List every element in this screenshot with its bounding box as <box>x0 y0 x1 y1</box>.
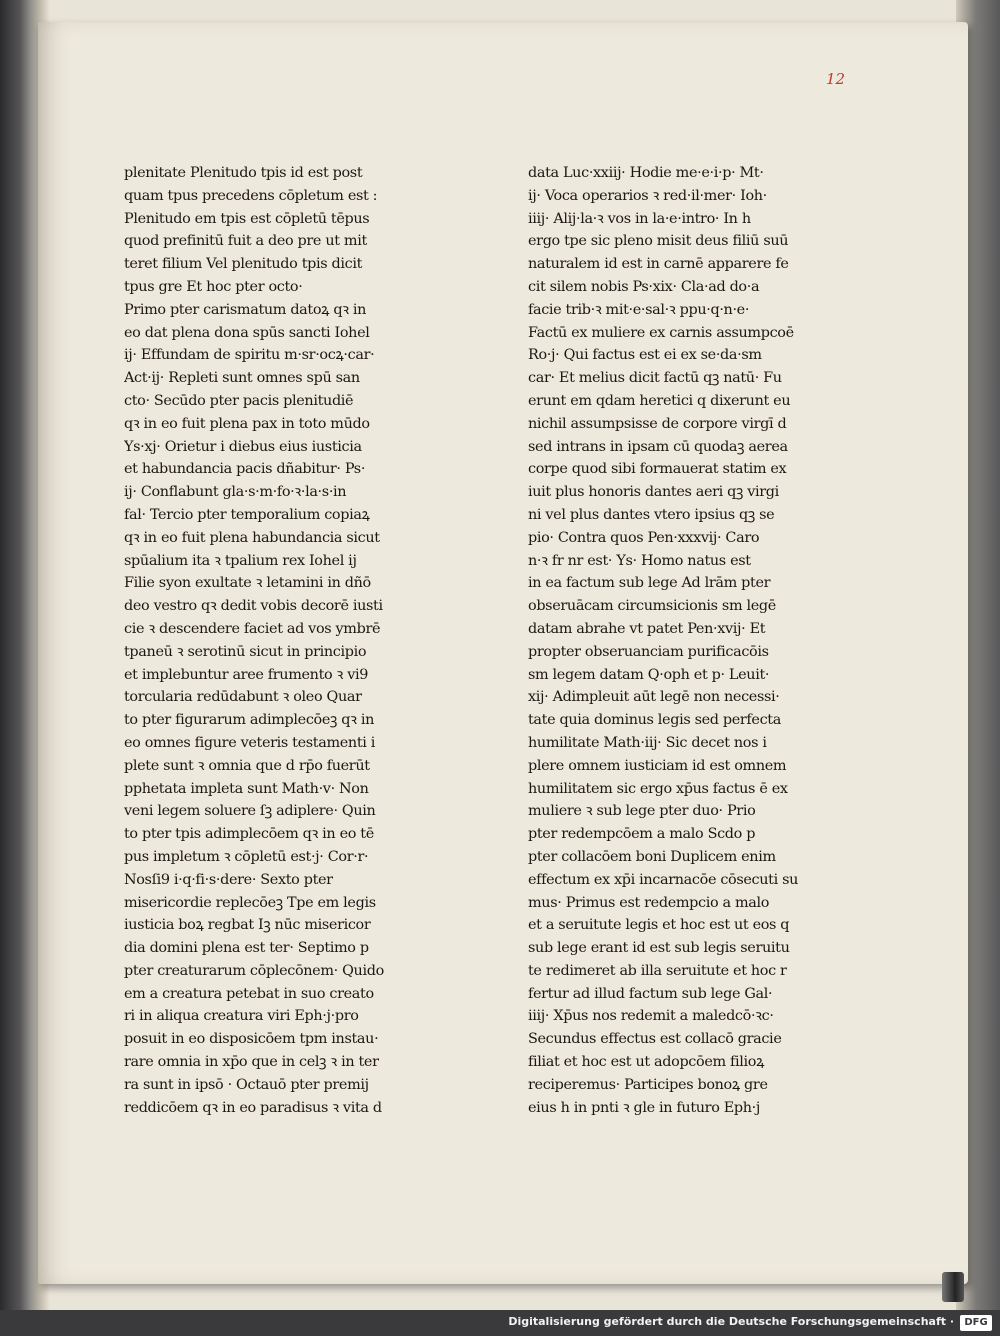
book-clip <box>942 1272 964 1302</box>
text-line: teret filium Vel plenitudo tpis dicit <box>124 256 363 273</box>
text-line: et a seruitute legis et hoc est ut eos q <box>528 917 790 934</box>
text-line: cto· Secūdo pter pacis plenitudiē <box>124 392 354 409</box>
text-line: iiij· Alij·la·ꝛ vos in la·e·intro· In h <box>528 210 751 227</box>
text-line: pter creaturarum cōplecōnem· Quido <box>124 962 384 979</box>
text-line: veni legem soluere ſꝫ adiplere· Quin <box>124 803 376 820</box>
text-line: ergo tpe sic pleno misit deus filiū suū <box>528 233 789 250</box>
text-line: sed intrans in ipsam cū quodaꝫ aerea <box>528 438 788 455</box>
text-line: nichil assumpsisse de corpore virgī d <box>528 415 787 432</box>
text-line: sub lege erant id est sub legis seruitu <box>528 940 790 957</box>
text-line: pter collacōem boni Duplicem enim <box>528 848 776 865</box>
text-line: et habundancia pacis dñabitur· Ps· <box>124 461 366 478</box>
text-line: posuit in eo disposicōem tpm instau· <box>124 1031 379 1048</box>
text-line: effectum ex xp̄i incarnacōe cōsecuti su <box>528 871 799 888</box>
text-line: misericordie replecōeꝫ Tpe em legis <box>124 894 376 911</box>
text-line: pphetata impleta sunt Math·v· Non <box>124 780 369 797</box>
text-line: corpe quod sibi formauerat statim ex <box>528 461 787 478</box>
text-line: ij· Effundam de spiritu m·sr·ocꝝ·car· <box>124 347 375 364</box>
text-line: Filie syon exultate ꝛ letamini in dñō <box>124 575 371 592</box>
text-line: Nosſi9 i·q·fi·s·dere· Sexto pter <box>124 871 333 888</box>
text-line: plete sunt ꝛ omnia que d rp̄o fuerūt <box>124 757 370 774</box>
text-line: qꝛ in eo fuit plena pax in toto mūdo <box>124 415 370 432</box>
text-line: filiat et hoc est ut adopcōem filioꝝ <box>528 1054 765 1071</box>
text-line: humilitatem sic ergo xp̄us factus ē ex <box>528 780 788 797</box>
text-line: pter redempcōem a malo Scdo p <box>528 826 756 843</box>
text-line: humilitate Math·iij· Sic decet nos i <box>528 734 767 751</box>
text-line: pio· Contra quos Pen·xxxvij· Caro <box>528 529 760 546</box>
text-line: plere omnem iusticiam id est omnem <box>528 757 787 774</box>
text-line: facie trib·ꝛ mit·e·sal·ꝛ ppu·q·n·e· <box>528 301 750 318</box>
text-line: car· Et melius dicit factū qꝫ natū· Fu <box>528 370 782 387</box>
text-line: erunt em qdam heretici q dixerunt eu <box>528 392 791 409</box>
text-line: em a creatura petebat in suo creato <box>124 985 374 1002</box>
text-line: eo dat plena dona spūs sancti Iohel <box>124 324 370 341</box>
text-line: mus· Primus est redempcio a malo <box>528 894 770 911</box>
text-line: Primo pter carismatum datoꝝ qꝛ in <box>124 301 367 318</box>
right-text-column <box>528 162 858 1119</box>
text-line: to pter tpis adimplecōem qꝛ in eo tē <box>124 826 374 843</box>
text-line: cie ꝛ descendere faciet ad vos ymbrē <box>124 620 381 637</box>
text-line: ra sunt in ipsō · Octauō pter premij <box>124 1076 369 1093</box>
text-line: quam tpus precedens cōpletum est : <box>124 187 378 204</box>
left-text-column <box>124 162 454 1119</box>
text-line: sm legem datam Q·oph et p· Leuit· <box>528 666 770 683</box>
text-line: reciperemus· Participes bonoꝝ gre <box>528 1076 768 1093</box>
text-line: iuit plus honoris dantes aeri qꝫ virgi <box>528 484 779 501</box>
text-line: tate quia dominus legis sed perfecta <box>528 712 781 729</box>
text-line: te redimeret ab illa seruitute et hoc r <box>528 962 787 979</box>
text-line: Plenitudo em tpis est cōpletū tēpus <box>124 210 370 227</box>
text-line: naturalem id est in carnē apparere fe <box>528 256 789 273</box>
text-line: fertur ad illud factum sub lege Gal· <box>528 985 773 1002</box>
text-line: Act·ij· Repleti sunt omnes spū san <box>124 370 360 387</box>
manuscript-page <box>38 22 968 1284</box>
text-line: muliere ꝛ sub lege pter duo· Prio <box>528 803 756 820</box>
text-line: reddicōem qꝛ in eo paradisus ꝛ vita d <box>124 1099 382 1116</box>
text-line: data Luc·xxiij· Hodie me·e·i·p· Mt· <box>528 165 764 181</box>
text-line: dia domini plena est ter· Septimo p <box>124 940 369 957</box>
text-line: fal· Tercio pter temporalium copiaꝝ <box>124 506 370 523</box>
text-line: datam abrahe vt patet Pen·xvij· Et <box>528 620 766 637</box>
text-line: deo vestro qꝛ dedit vobis decorē iusti <box>124 598 383 615</box>
text-line: ri in aliqua creatura viri Eph·j·pro <box>124 1008 359 1025</box>
text-line: ni vel plus dantes vtero ipsius qꝫ se <box>528 506 775 523</box>
text-line: quod prefinitū fuit a deo pre ut mit <box>124 233 367 250</box>
text-line: eo omnes figure veteris testamenti i <box>124 734 376 751</box>
text-line: cit silem nobis Ps·xix· Cla·ad do·a <box>528 278 760 295</box>
text-line: obseruācam circumsicionis sm legē <box>528 598 776 615</box>
folio-number: 12 <box>826 70 846 88</box>
footer-bar <box>0 1310 1000 1336</box>
text-line: xij· Adimpleuit aūt legē non necessi· <box>528 689 780 706</box>
text-line: propter obseruanciam purificacōis <box>528 643 769 660</box>
text-line: pus impletum ꝛ cōpletū est·j· Cor·r· <box>124 848 369 865</box>
dfg-logo: DFG <box>960 1315 992 1331</box>
text-line: in ea factum sub lege Ad lrām pter <box>528 575 771 592</box>
text-line: Factū ex muliere ex carnis assumpcoē <box>528 324 794 341</box>
text-line: qꝛ in eo fuit plena habundancia sicut <box>124 529 380 546</box>
text-line: n·ꝛ fr nr est· Ys· Homo natus est <box>528 552 751 569</box>
text-line: eius h in pnti ꝛ gle in futuro Eph·j <box>528 1099 761 1116</box>
text-line: et implebuntur aree frumento ꝛ vi9 <box>124 666 369 683</box>
text-line: spūalium ita ꝛ tpalium rex Iohel ij <box>124 552 357 569</box>
text-line: Secundus effectus est collacō gracie <box>528 1031 782 1048</box>
text-line: tpaneū ꝛ serotinū sicut in principio <box>124 643 367 660</box>
text-line: ij· Voca operarios ꝛ red·il·mer· Ioh· <box>528 187 767 204</box>
text-line: to pter figurarum adimplecōeꝫ qꝛ in <box>124 712 374 729</box>
text-line: iiij· Xp̄us nos redemit a maledcō·ꝛc· <box>528 1008 774 1025</box>
text-line: iusticia boꝝ regbat Iꝫ nūc misericor <box>124 917 371 934</box>
funding-credit: Digitalisierung gefördert durch die Deutsche Forschungsgemeinschaft · <box>508 1315 954 1328</box>
text-line: Ro·j· Qui factus est ei ex se·da·sm <box>528 347 762 364</box>
text-line: tpus gre Et hoc pter octo· <box>124 278 303 295</box>
text-line: torcularia redūdabunt ꝛ oleo Quar <box>124 689 362 706</box>
text-line: plenitate Plenitudo tpis id est post <box>124 165 363 181</box>
text-line: ij· Conflabunt gla·s·m·fo·ꝛ·la·s·in <box>124 484 347 501</box>
text-line: rare omnia in xp̄o que in celꝫ ꝛ in ter <box>124 1054 379 1071</box>
text-line: Ys·xj· Orietur i diebus eius iusticia <box>124 438 362 455</box>
